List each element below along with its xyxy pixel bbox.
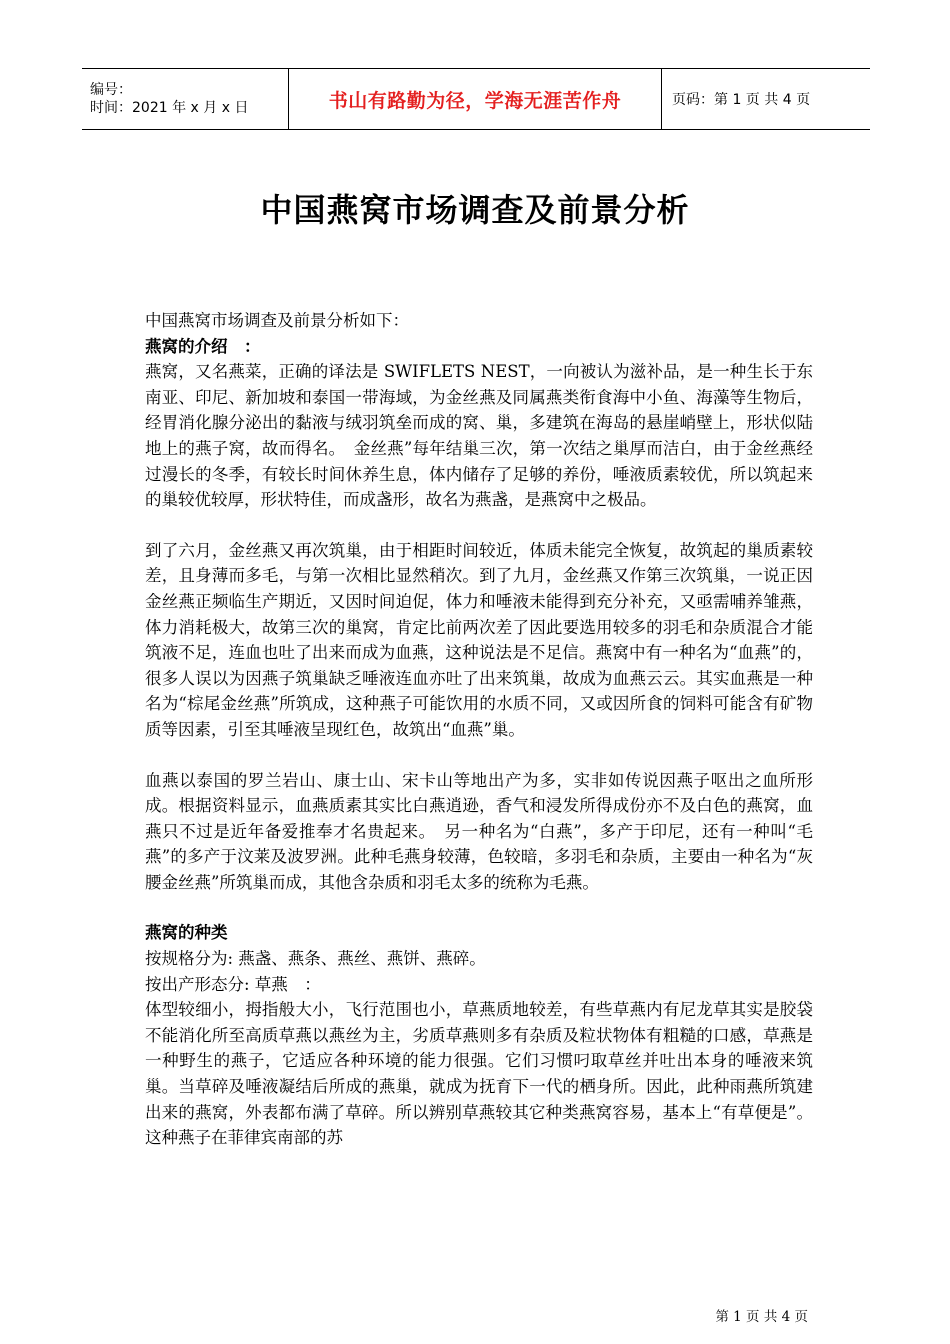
document-body (145, 308, 813, 1151)
document-number-label: 编号： (90, 82, 132, 98)
header-page-label: 页码：第 1 页 共 4 页 (672, 92, 811, 108)
document-time-label: 时间：2021 年 x 月 x 日 (90, 100, 249, 116)
document-title: 中国燕窝市场调查及前景分析 (260, 191, 690, 229)
paragraph-4: 按规格分为: 燕盏、燕条、燕丝、燕饼、燕碎。 (145, 949, 486, 969)
paragraph-3: 血燕以泰国的罗兰岩山、康士山、宋卡山等地出产为多，实非如传说因燕子呕出之血所形成。根据资料显示，血燕质素其实比白燕逍逊，香气和浸发所得成份亦不及白色的燕窝，血燕只不过是近年备爱推奉才名贵起来。 另一种名为“白燕”，多产于印尼，还有一种叫“毛燕”的多产于汶莱及波罗洲。此种毛燕身较薄，色较暗，多羽毛和杂质，主要由一种名为“灰腰金丝燕”所筑巢而成，其他含杂质和羽毛太多的统称为毛燕。 (145, 770, 813, 892)
paragraph-6: 体型较细小，拇指般大小，飞行范围也小，草燕质地较差，有些草燕内有尼龙草其实是胶袋不能消化所至高质草燕以燕丝为主，劣质草燕则多有杂质及粒状物体有粗糙的口感，草燕是一种野生的燕子，它适应各种环境的能力很强。它们习惯叼取草丝并吐出本身的唾液来筑巢。当草碎及唾液凝结后所成的燕巢，就成为抚育下一代的栖身所。因此，此种雨燕所筑建出来的燕窝，外表都布满了草碎。所以辨别草燕较其它种类燕窝容易，基本上“有草便是”。这种燕子在菲律宾南部的苏 (145, 1000, 813, 1148)
section-heading-intro: 燕窝的介绍 ： (145, 336, 261, 356)
header-page-cell (662, 69, 870, 129)
header-motto: 书山有路勤为径，学海无涯苦作舟 (328, 89, 622, 112)
intro-paragraph: 中国燕窝市场调查及前景分析如下： (145, 311, 409, 330)
paragraph-1: 燕窝，又名燕菜，正确的译法是 SWIFLETS NEST，一向被认为滋补品，是一种生长于东南亚、印尼、新加坡和泰国一带海域，为金丝燕及同属燕类衔食海中小鱼、海藻等生物后，经胃消化腺分泌出的黏液与绒羽筑垒而成的窝、巢，多建筑在海岛的悬崖峭壁上，形状似陆地上的燕子窝，故而得名。 金丝燕”每年结巢三次，第一次结之巢厚而洁白，由于金丝燕经过漫长的冬季，有较长时间休养生息，体内储存了足够的养份，唾液质素较优，所以筑起来的巢较优较厚，形状特佳，而成盏形，故名为燕盏，是燕窝中之极品。 (145, 362, 813, 510)
section-heading-types: 燕窝的种类 (145, 923, 228, 943)
page-header (82, 68, 870, 130)
paragraph-5: 按出产形态分: 草燕 ： (145, 974, 321, 994)
paragraph-2: 到了六月，金丝燕又再次筑巢，由于相距时间较近，体质未能完全恢复，故筑起的巢质素较差，且身薄而多毛，与第一次相比显然稍次。到了九月，金丝燕又作第三次筑巢，一说正因金丝燕正频临生产期近，又因时间迫促，体力和唾液未能得到充分补充，又亟需哺养雏燕，体力消耗极大，故第三次的巢窝，肯定比前两次差了因此要选用较多的羽毛和杂质混合才能筑液不足，连血也吐了出来而成为血燕，这种说法是不足信。燕窝中有一种名为“血燕”的，很多人误以为因燕子筑巢缺乏唾液连血亦吐了出来筑巢，故成为血燕云云。其实血燕是一种名为“棕尾金丝燕”所筑成，这种燕子可能饮用的水质不同，又或因所食的饲料可能含有矿物质等因素，引至其唾液呈现红色，故筑出“血燕”巢。 (145, 540, 813, 739)
page-footer: 第 1 页 共 4 页 (715, 1309, 808, 1325)
header-motto-cell (289, 69, 662, 129)
header-meta (82, 69, 289, 129)
